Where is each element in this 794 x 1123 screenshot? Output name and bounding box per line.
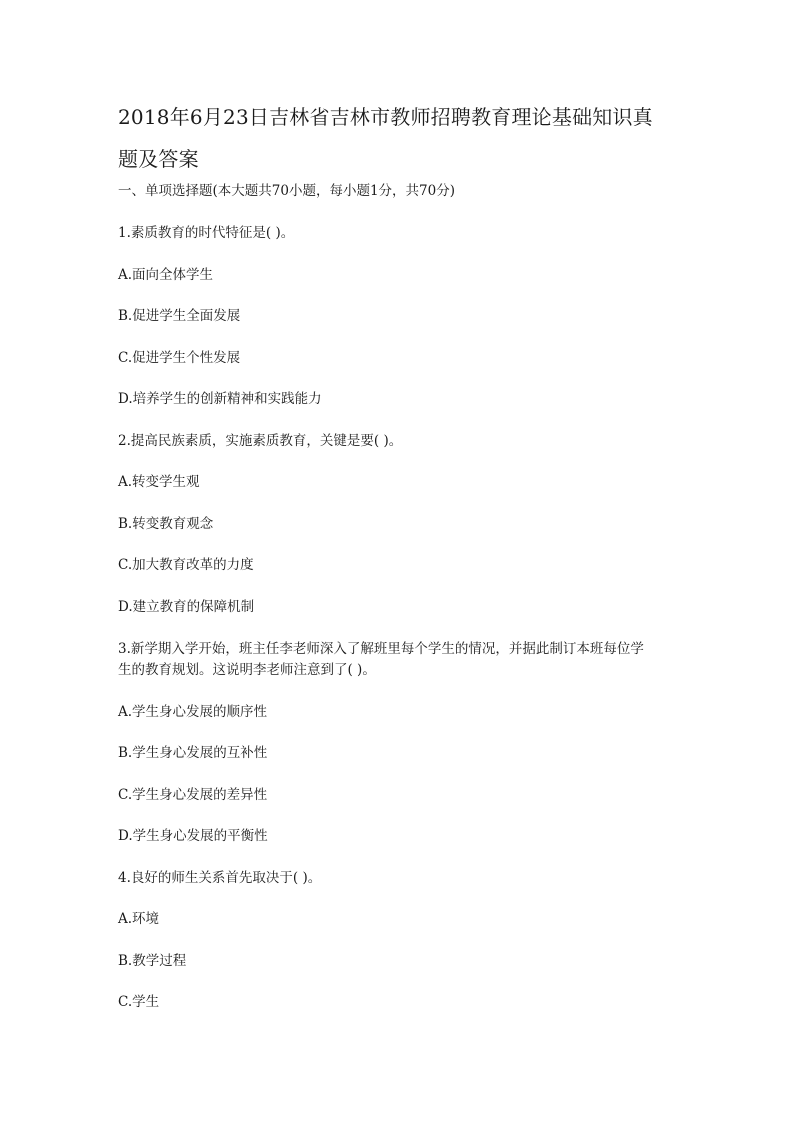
document-title-line-2: 题及答案	[118, 147, 199, 171]
question-4-option-a: A.环境	[118, 911, 160, 927]
document-title-line-1: 2018年6月23日吉林省吉林市教师招聘教育理论基础知识真	[118, 105, 653, 129]
question-1-stem: 1.素质教育的时代特征是( )。	[118, 225, 295, 241]
question-4-option-b: B.教学过程	[118, 953, 187, 969]
question-1-option-c: C.促进学生个性发展	[118, 350, 241, 366]
question-3-stem-line-2: 生的教育规划。这说明李老师注意到了( )。	[118, 662, 376, 678]
question-2-option-b: B.转变教育观念	[118, 516, 214, 532]
question-3-option-c: C.学生身心发展的差异性	[118, 787, 268, 803]
question-4-stem: 4.良好的师生关系首先取决于( )。	[118, 870, 322, 886]
question-1-option-d: D.培养学生的创新精神和实践能力	[118, 391, 322, 407]
question-2-stem: 2.提高民族素质，实施素质教育，关键是要( )。	[118, 433, 403, 449]
question-4-option-c: C.学生	[118, 994, 160, 1010]
section-heading: 一、单项选择题(本大题共70小题，每小题1分，共70分)	[118, 183, 455, 199]
question-1-option-b: B.促进学生全面发展	[118, 308, 241, 324]
question-2-option-a: A.转变学生观	[118, 474, 200, 490]
question-3-option-b: B.学生身心发展的互补性	[118, 745, 268, 761]
question-2-option-c: C.加大教育改革的力度	[118, 557, 254, 573]
question-3-stem-line-1: 3.新学期入学开始，班主任李老师深入了解班里每个学生的情况，并据此制订本班每位学	[118, 641, 644, 657]
question-3-option-d: D.学生身心发展的平衡性	[118, 828, 268, 844]
question-2-option-d: D.建立教育的保障机制	[118, 599, 255, 615]
question-3-option-a: A.学生身心发展的顺序性	[118, 704, 268, 720]
question-1-option-a: A.面向全体学生	[118, 267, 214, 283]
